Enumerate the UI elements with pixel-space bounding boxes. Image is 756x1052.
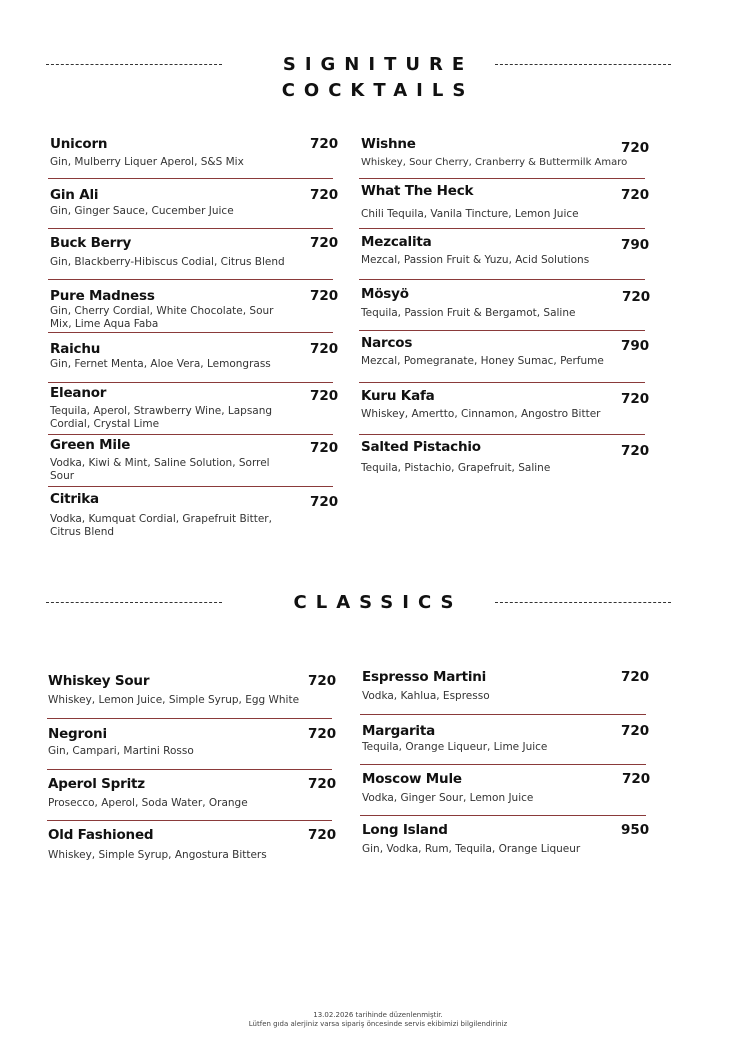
item-separator — [47, 769, 332, 770]
item-separator — [47, 820, 332, 821]
item-description: Whiskey, Sour Cherry, Cranberry & Buttermilk Amaro — [361, 157, 628, 168]
item-price: 720 — [308, 776, 337, 792]
item-name: Eleanor — [50, 385, 107, 401]
item-price: 720 — [310, 440, 339, 456]
item-price: 720 — [310, 136, 339, 152]
item-description: Whiskey, Simple Syrup, Angostura Bitters — [48, 849, 267, 861]
item-price: 720 — [310, 341, 339, 357]
item-separator — [48, 434, 333, 435]
item-price: 790 — [621, 237, 650, 253]
item-separator — [359, 382, 645, 383]
item-separator — [48, 382, 333, 383]
item-separator — [47, 718, 332, 719]
item-name: Narcos — [361, 335, 413, 351]
item-description: Prosecco, Aperol, Soda Water, Orange — [48, 797, 248, 809]
item-separator — [359, 330, 645, 331]
item-description: Gin, Campari, Martini Rosso — [48, 745, 194, 757]
item-price: 720 — [310, 288, 339, 304]
item-name: Salted Pistachio — [361, 439, 481, 455]
item-description: Gin, Ginger Sauce, Cucember Juice — [50, 205, 234, 217]
item-description: Vodka, Kiwi & Mint, Saline Solution, Sorrel Sour — [50, 457, 270, 482]
item-separator — [359, 178, 645, 179]
item-description: Tequila, Pistachio, Grapefruit, Saline — [361, 462, 551, 474]
item-name: Mösyö — [361, 286, 409, 302]
item-name: Old Fashioned — [48, 827, 154, 843]
item-separator — [359, 279, 645, 280]
item-description: Vodka, Ginger Sour, Lemon Juice — [362, 792, 534, 804]
item-description: Tequila, Aperol, Strawberry Wine, Lapsang Cordial, Crystal Lime — [50, 405, 273, 430]
item-separator — [359, 434, 645, 435]
classics-title: CLASSICS — [293, 592, 463, 613]
item-separator — [360, 764, 646, 765]
item-price: 790 — [621, 338, 650, 354]
item-name: Aperol Spritz — [48, 776, 145, 792]
item-price: 720 — [310, 388, 339, 404]
item-description: Chili Tequila, Vanila Tincture, Lemon Juice — [361, 208, 579, 220]
item-separator — [48, 279, 333, 280]
item-name: Pure Madness — [50, 288, 155, 304]
item-name: Wishne — [361, 136, 416, 152]
item-name: Espresso Martini — [362, 669, 487, 685]
item-separator — [48, 178, 333, 179]
footer-allergy-note: Lütfen gıda alerjiniz varsa sipariş öncesinde servis ekibimizi bilgilendiriniz — [248, 1020, 508, 1028]
item-price: 720 — [622, 771, 651, 787]
item-price: 720 — [310, 494, 339, 510]
item-name: Buck Berry — [50, 235, 132, 251]
item-separator — [360, 714, 646, 715]
item-description: Gin, Vodka, Rum, Tequila, Orange Liqueur — [362, 843, 581, 855]
item-description: Tequila, Orange Liqueur, Lime Juice — [362, 741, 548, 753]
item-name: Whiskey Sour — [48, 673, 150, 689]
item-price: 720 — [621, 723, 650, 739]
item-price: 720 — [621, 443, 650, 459]
item-price: 720 — [622, 289, 651, 305]
item-name: Kuru Kafa — [361, 388, 435, 404]
item-description: Gin, Cherry Cordial, White Chocolate, Sour Mix, Lime Aqua Faba — [50, 305, 274, 330]
item-description: Whiskey, Amertto, Cinnamon, Angostro Bitter — [361, 408, 601, 420]
item-name: Raichu — [50, 341, 101, 357]
signature-title-line2: COCKTAILS — [281, 80, 475, 101]
item-name: Citrika — [50, 491, 99, 507]
item-name: Long Island — [362, 822, 448, 838]
item-description: Mezcal, Passion Fruit & Yuzu, Acid Solutions — [361, 254, 590, 266]
item-description: Gin, Mulberry Liquer Aperol, S&S Mix — [50, 156, 244, 168]
item-price: 720 — [308, 726, 337, 742]
item-name: Margarita — [362, 723, 436, 739]
item-price: 950 — [621, 822, 650, 838]
item-price: 720 — [308, 827, 337, 843]
item-separator — [359, 228, 645, 229]
item-description: Vodka, Kahlua, Espresso — [362, 690, 490, 702]
item-separator — [48, 332, 333, 333]
item-name: Green Mile — [50, 437, 131, 453]
item-description: Gin, Blackberry-Hibiscus Codial, Citrus Blend — [50, 256, 285, 268]
item-price: 720 — [621, 140, 650, 156]
item-separator — [48, 228, 333, 229]
item-description: Whiskey, Lemon Juice, Simple Syrup, Egg White — [48, 694, 300, 706]
item-name: Gin Ali — [50, 187, 99, 203]
item-name: Moscow Mule — [362, 771, 462, 787]
item-description: Vodka, Kumquat Cordial, Grapefruit Bitter, Citrus Blend — [50, 513, 272, 538]
item-separator — [48, 486, 333, 487]
item-price: 720 — [308, 673, 337, 689]
item-name: Unicorn — [50, 136, 108, 152]
item-price: 720 — [310, 235, 339, 251]
item-separator — [360, 815, 646, 816]
footer-date-note: 13.02.2026 tarihinde düzenlenmiştir. — [313, 1011, 443, 1019]
item-name: Negroni — [48, 726, 107, 742]
item-name: What The Heck — [361, 183, 474, 199]
item-description: Mezcal, Pomegranate, Honey Sumac, Perfume — [361, 355, 604, 367]
item-description: Tequila, Passion Fruit & Bergamot, Saline — [361, 307, 576, 319]
item-description: Gin, Fernet Menta, Aloe Vera, Lemongrass — [50, 358, 271, 370]
item-price: 720 — [310, 187, 339, 203]
item-price: 720 — [621, 187, 650, 203]
item-price: 720 — [621, 391, 650, 407]
item-price: 720 — [621, 669, 650, 685]
signature-title-line1: SIGNITURE — [282, 54, 474, 75]
item-name: Mezcalita — [361, 234, 432, 250]
